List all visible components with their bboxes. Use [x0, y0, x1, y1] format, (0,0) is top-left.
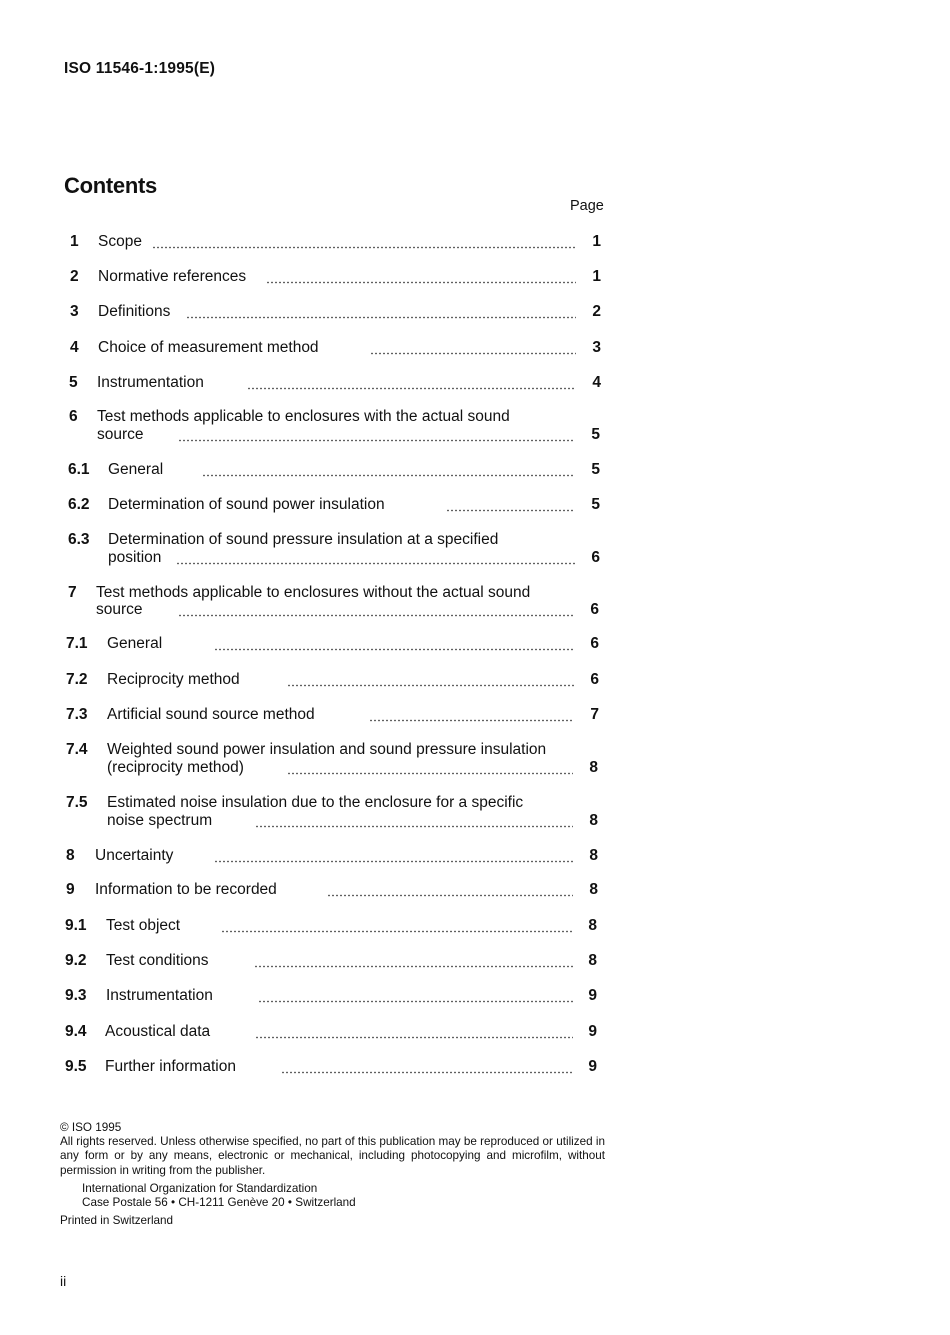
toc-entry-title-continued: noise spectrum [107, 812, 213, 829]
copyright-notice [60, 1121, 605, 1228]
toc-page-number: 6 [590, 601, 599, 618]
toc-leader-dots [446, 509, 575, 512]
toc-leader-dots [254, 965, 573, 968]
toc-entry-title: Determination of sound pressure insulation at a specified [108, 531, 499, 548]
toc-page-number: 1 [592, 268, 601, 285]
contents-title: Contents [64, 173, 157, 198]
toc-entry-title: Definitions [98, 303, 171, 320]
toc-entry-number: 6.1 [68, 461, 90, 478]
toc-leader-dots [178, 614, 574, 617]
toc-entry-number: 9.4 [65, 1023, 87, 1040]
toc-entry-title: Determination of sound power insulation [108, 496, 385, 513]
toc-leader-dots [258, 1000, 573, 1003]
toc-page-number: 8 [589, 759, 598, 776]
toc-leader-dots [255, 1036, 573, 1039]
toc-entry-title: Choice of measurement method [98, 339, 319, 356]
toc-entry-title: General [108, 461, 164, 478]
toc-entry-title: Test methods applicable to enclosures without the actual sound [96, 584, 531, 601]
toc-entry-title: Information to be recorded [95, 881, 277, 898]
toc-leader-dots [214, 860, 573, 863]
toc-page-number: 8 [589, 812, 598, 829]
toc-entry-number: 8 [66, 847, 75, 864]
toc-entry-number: 3 [70, 303, 79, 320]
toc-page-number: 8 [588, 952, 597, 969]
toc-page-number: 5 [591, 496, 600, 513]
page-number: ii [60, 1273, 67, 1289]
toc-entry-number: 2 [70, 268, 79, 285]
toc-leader-dots [255, 825, 573, 828]
toc-leader-dots [369, 719, 574, 722]
toc-leader-dots [327, 894, 573, 897]
toc-entry-number: 9.2 [65, 952, 87, 969]
publisher-address [82, 1182, 605, 1210]
toc-leader-dots [370, 352, 576, 355]
toc-entry-title: Further information [105, 1058, 236, 1075]
toc-leader-dots [281, 1071, 573, 1074]
toc-entry-title-continued: position [108, 549, 162, 566]
toc-entry-number: 5 [69, 374, 78, 391]
toc-entry-number: 9 [66, 881, 75, 898]
toc-page-number: 8 [589, 881, 598, 898]
toc-page-number: 5 [591, 426, 600, 443]
page-column-label: Page [570, 198, 604, 214]
toc-entry-number: 4 [70, 339, 79, 356]
toc-leader-dots [247, 387, 576, 390]
toc-page-number: 6 [591, 549, 600, 566]
toc-entry-number: 7.3 [66, 706, 88, 723]
toc-entry-number: 6.3 [68, 531, 90, 548]
toc-page-number: 1 [592, 233, 601, 250]
toc-entry-title: General [107, 635, 163, 652]
toc-entry-title: Test conditions [106, 952, 209, 969]
toc-entry-number: 7.5 [66, 794, 88, 811]
toc-page-number: 6 [590, 671, 599, 688]
rights-text: All rights reserved. Unless otherwise specified, no part of this publication may be reproduced or utilized in any form or by any means, electronic or mechanical, including photocopying and microfilm, without permission in writing from the publisher. [60, 1135, 605, 1177]
copyright-line: © ISO 1995 [60, 1121, 122, 1134]
toc-page-number: 2 [592, 303, 601, 320]
toc-entry-number: 7 [68, 584, 77, 601]
toc-entry-title: Reciprocity method [107, 671, 240, 688]
toc-entry-number: 7.1 [66, 635, 88, 652]
toc-entry-title: Artificial sound source method [107, 706, 315, 723]
toc-entry-title: Estimated noise insulation due to the enclosure for a specific [107, 794, 524, 811]
printed-in: Printed in Switzerland [60, 1214, 174, 1228]
org-name: International Organization for Standardization [82, 1181, 318, 1195]
toc-entry-title: Uncertainty [95, 847, 174, 864]
toc-entry-title: Weighted sound power insulation and sound pressure insulation [107, 741, 547, 758]
toc-page-number: 9 [588, 1058, 597, 1075]
toc-entry-title: Scope [98, 233, 142, 250]
toc-entry-number: 7.4 [66, 741, 88, 758]
toc-leader-dots [176, 562, 575, 565]
toc-leader-dots [214, 648, 574, 651]
toc-leader-dots [287, 772, 573, 775]
toc-entry-title: Test methods applicable to enclosures with the actual sound [97, 408, 510, 425]
toc-leader-dots [152, 246, 576, 249]
toc-entry-number: 6 [69, 408, 78, 425]
postal-address: Case Postale 56 • CH-1211 Genève 20 • Switzerland [82, 1196, 356, 1210]
toc-leader-dots [266, 281, 576, 284]
toc-entry-number: 1 [70, 233, 79, 250]
toc-entry-number: 9.3 [65, 987, 87, 1004]
toc-entry-title-continued: source [96, 601, 143, 618]
toc-page-number: 5 [591, 461, 600, 478]
toc-entry-title: Instrumentation [106, 987, 213, 1004]
toc-entry-number: 6.2 [68, 496, 90, 513]
toc-leader-dots [202, 474, 575, 477]
document-header: ISO 11546-1:1995(E) [64, 60, 216, 77]
toc-entry-title-continued: source [97, 426, 144, 443]
toc-leader-dots [221, 930, 573, 933]
toc-entry-number: 9.5 [65, 1058, 87, 1075]
toc-entry-title: Acoustical data [105, 1023, 211, 1040]
toc-entry-number: 9.1 [65, 917, 87, 934]
toc-entry-title: Normative references [98, 268, 247, 285]
toc-page-number: 4 [592, 374, 601, 391]
toc-entry-title-continued: (reciprocity method) [107, 759, 244, 776]
toc-leader-dots [178, 439, 575, 442]
toc-page-number: 8 [589, 847, 598, 864]
toc-entry-title: Test object [106, 917, 181, 934]
toc-entry-number: 7.2 [66, 671, 88, 688]
toc-page-number: 7 [590, 706, 599, 723]
toc-page-number: 3 [592, 339, 601, 356]
toc-page-number: 9 [588, 1023, 597, 1040]
toc-page-number: 8 [588, 917, 597, 934]
toc-leader-dots [287, 684, 574, 687]
toc-page-number: 6 [590, 635, 599, 652]
toc-leader-dots [186, 316, 576, 319]
toc-entry-title: Instrumentation [97, 374, 204, 391]
toc-page-number: 9 [588, 987, 597, 1004]
